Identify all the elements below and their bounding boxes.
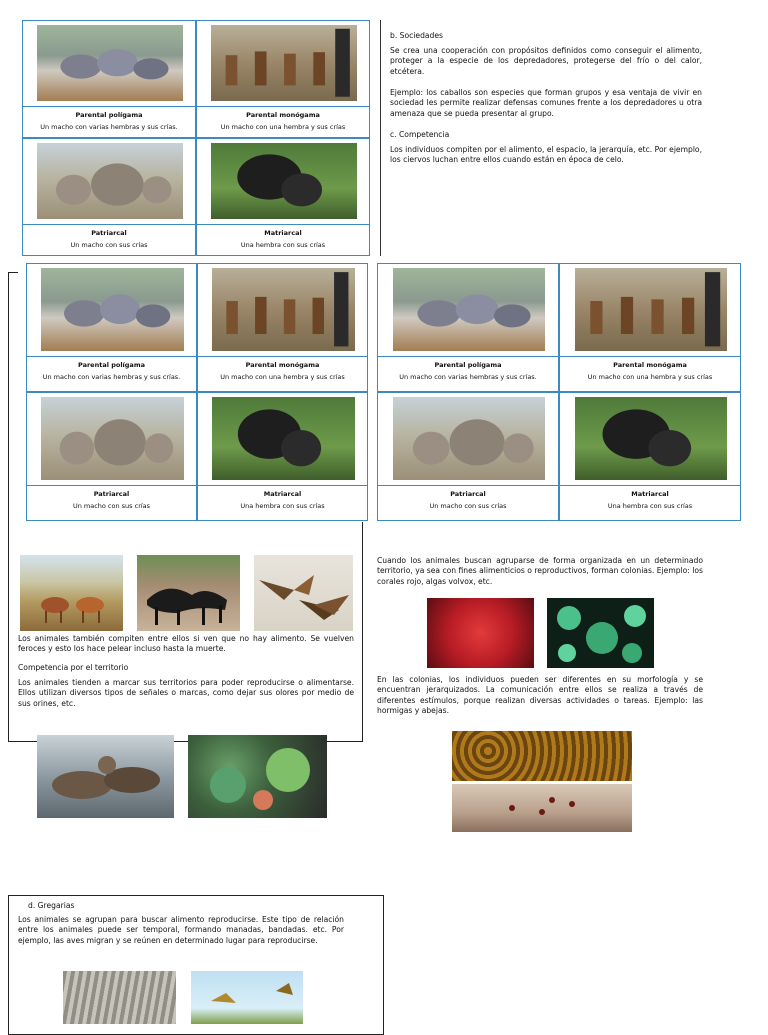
territorio-heading: Competencia por el territorio bbox=[18, 663, 129, 672]
card-title: Parental polígama bbox=[75, 110, 143, 119]
card-description: Un macho con sus crías bbox=[70, 240, 148, 249]
card-description: Un macho con varias hembras y sus crías. bbox=[40, 122, 178, 131]
card-description: Una hembra con sus crías bbox=[607, 501, 693, 510]
competencia-paragraph: Los individuos compiten por el alimento, el espacio, la jerarquía, etc. Por ejemplo, los ciervos luchan entre ellos cuando están en época de celo. bbox=[390, 145, 702, 165]
card-polygamous bbox=[22, 20, 196, 138]
sociedades-heading: b. Sociedades bbox=[390, 31, 443, 40]
card-description: Un macho con sus crías bbox=[429, 501, 507, 510]
card-title: Patriarcal bbox=[450, 489, 486, 498]
card-matriarchal bbox=[196, 138, 370, 256]
gregarias-paragraph: Los animales se agrupan para buscar alimento reproducirse. Este tipo de relación entre los animales puede ser temporal, formando manadas, bandadas. etc. Por ejemplo, las aves migran y se reúnen en determinado lugar para reproducirse. bbox=[18, 915, 344, 945]
volvox-photo bbox=[547, 598, 654, 668]
pigeons-photo bbox=[393, 268, 546, 351]
elephants-photo bbox=[37, 143, 183, 219]
card-separator bbox=[197, 106, 369, 107]
ants-icon bbox=[452, 784, 632, 832]
card-separator bbox=[23, 224, 195, 225]
card-title: Matriarcal bbox=[264, 228, 302, 237]
dogs-icon bbox=[137, 555, 240, 631]
family-types-grid-3 bbox=[377, 263, 741, 521]
anemones-photo bbox=[188, 735, 327, 818]
card-title: Parental polígama bbox=[434, 360, 502, 369]
card-description: Un macho con una hembra y sus crías bbox=[220, 372, 345, 381]
card-description: Un macho con una hembra y sus crías bbox=[220, 122, 346, 131]
card-title: Parental monógama bbox=[246, 110, 320, 119]
birds-flying-photo bbox=[191, 971, 303, 1024]
colonias-paragraph-1: Cuando los animales buscan agruparse de forma organizada en un determinado territorio, ya sea con fines alimenticios o reproductivos, forman colonias. Ejemplo: los corales rojo, algas volvox, etc. bbox=[377, 556, 703, 586]
card-title: Parental monógama bbox=[613, 360, 687, 369]
sociedades-paragraph-1: Se crea una cooperación con propósitos definidos como conseguir el alimento, proteger a la especie de los depredadores, protegerse del frío o del calor, etcétera. bbox=[390, 46, 702, 76]
card-matriarchal bbox=[559, 392, 741, 521]
bees-photo bbox=[452, 731, 632, 781]
eagles-icon bbox=[254, 555, 353, 631]
card-title: Parental polígama bbox=[78, 360, 145, 369]
card-description: Una hembra con sus crías bbox=[240, 501, 325, 510]
sociedades-paragraph-2: Ejemplo: los caballos son especies que forman grupos y esa ventaja de vivir en sociedad les permite realizar defensas comunes frente a los depredadores u otra amenaza que se pueda presentar al grupo. bbox=[390, 88, 702, 118]
chimpanzees-photo bbox=[211, 143, 357, 219]
seals-photo bbox=[37, 735, 174, 818]
deer-photo bbox=[575, 268, 728, 351]
seals-icon bbox=[37, 735, 174, 818]
pigeons-photo bbox=[37, 25, 183, 101]
birds-icon bbox=[191, 971, 303, 1024]
flamingos-photo bbox=[63, 971, 176, 1024]
card-separator bbox=[560, 485, 740, 486]
card-title: Patriarcal bbox=[93, 489, 130, 498]
card-monogamous bbox=[559, 263, 741, 392]
fighting-dogs-photo bbox=[137, 555, 240, 631]
card-title: Parental monógama bbox=[245, 360, 320, 369]
card-description: Un macho con varias hembras y sus crías. bbox=[42, 372, 181, 381]
card-separator bbox=[378, 485, 558, 486]
card-description: Una hembra con sus crías bbox=[240, 240, 326, 249]
red-coral-photo bbox=[427, 598, 534, 668]
chimpanzees-photo bbox=[575, 397, 728, 480]
card-title: Matriarcal bbox=[263, 489, 302, 498]
competencia-heading: c. Competencia bbox=[390, 130, 450, 139]
card-title: Matriarcal bbox=[631, 489, 669, 498]
card-separator bbox=[197, 224, 369, 225]
frame-top-tick bbox=[8, 272, 18, 273]
ants-photo bbox=[452, 784, 632, 832]
territorio-paragraph: Los animales tienden a marcar sus territorios para poder reproducirse o alimentarse. Ellos utilizan diversos tipos de señales o marcas, como dejar sus olores por medio de sus orines, etc. bbox=[18, 678, 354, 708]
card-title: Patriarcal bbox=[91, 228, 127, 237]
card-monogamous bbox=[196, 20, 370, 138]
family-types-grid-1 bbox=[22, 20, 380, 256]
card-separator bbox=[23, 106, 195, 107]
card-description: Un macho con una hembra y sus crías bbox=[587, 372, 713, 381]
frame-right-edge bbox=[362, 522, 363, 742]
competencia-alimento-paragraph: Los animales también compiten entre ellos si ven que no hay alimento. Se vuelven feroces y esto los hace pelear incluso hasta la muerte. bbox=[18, 634, 354, 654]
card-patriarchal bbox=[22, 138, 196, 256]
volvox-icon bbox=[547, 598, 654, 668]
gregarias-heading: d. Gregarias bbox=[28, 901, 75, 910]
card-patriarchal bbox=[377, 392, 559, 521]
card-polygamous bbox=[377, 263, 559, 392]
card-description: Un macho con sus crías bbox=[72, 501, 151, 510]
colonias-paragraph-2: En las colonias, los individuos pueden ser diferentes en su morfología y se encuentran jerarquizados. La comunicación entre ellos se realiza a través de diferentes estímulos, porque realizan diversas actividades o tareas. Ejemplo: las hormigas y abejas. bbox=[377, 675, 703, 716]
deer-photo bbox=[211, 25, 357, 101]
fighting-antelopes-photo bbox=[20, 555, 123, 631]
card-separator bbox=[560, 356, 740, 357]
divider-line bbox=[380, 20, 381, 256]
card-separator bbox=[378, 356, 558, 357]
card-description: Un macho con varias hembras y sus crías. bbox=[399, 372, 537, 381]
anemone-icon bbox=[188, 735, 327, 818]
fighting-eagles-photo bbox=[254, 555, 353, 631]
antelopes-icon bbox=[20, 555, 123, 631]
elephants-photo bbox=[393, 397, 546, 480]
